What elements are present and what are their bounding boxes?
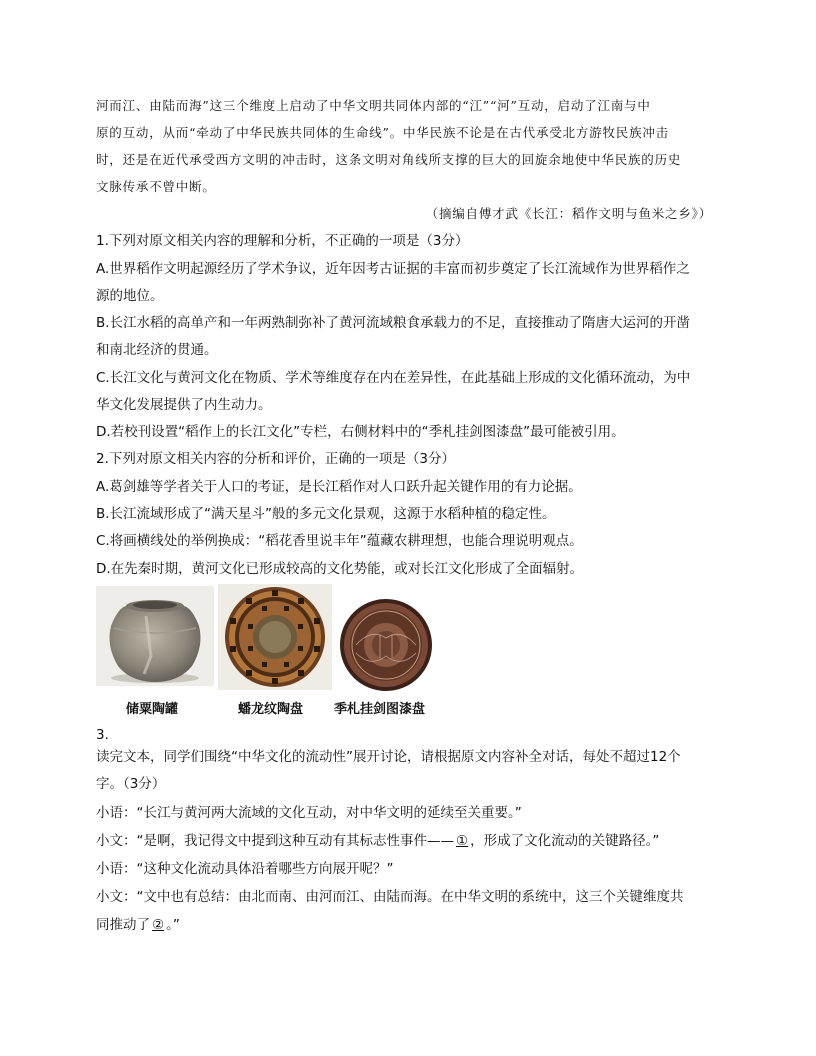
q1-option-a-line-2: 源的地位。 <box>96 288 164 304</box>
q3-number: 3. <box>96 727 109 743</box>
grain-pottery-jar-image <box>96 586 214 686</box>
q3-dialogue-line-5b: 。” <box>166 917 180 933</box>
artifact-figures <box>96 586 456 716</box>
jizha-lacquer-plate-image <box>336 598 436 692</box>
q2-option-a: A.葛剑雄等学者关于人口的考证，是长江稻作对人口跃升起关键作用的有力论据。 <box>96 479 582 495</box>
answer-blank-1[interactable]: ① <box>456 833 469 849</box>
q3-dialogue-line-5 <box>96 912 724 939</box>
q1-option-b-line-1: B.长江水稻的高单产和一年两熟制弥补了黄河流域粮食承载力的不足，直接推动了隋唐大运河的开凿 <box>96 315 691 331</box>
q2-option-b: B.长江流域形成了“满天星斗”般的多元文化景观，这源于水稻种植的稳定性。 <box>96 506 556 522</box>
q3-dialogue-line-3: 小语：“这种文化流动具体沿着哪些方向展开呢？” <box>96 861 394 877</box>
q3-dialogue-line-1: 小语：“长江与黄河两大流域的文化互动，对中华文明的延续至关重要。” <box>96 805 522 821</box>
passage-line-1: 河而江、由陆而海”这三个维度上启动了中华文明共同体内部的“江”“河”互动，启动了江南与中 <box>96 98 651 113</box>
passage-line-3: 时，还是在近代承受西方文明的冲击时，这条文明对角线所支撑的巨大的回旋余地使中华民族的历史 <box>96 152 682 167</box>
coiled-dragon-plate-image <box>218 584 332 690</box>
q3-dialogue-line-4: 小文：“文中也有总结：由北而南、由河而江、由陆而海。在中华文明的系统中，这三个关键维度共 <box>96 889 684 905</box>
q3-dialogue-line-2 <box>96 828 724 855</box>
q1-option-d: D.若校刊设置“稻作上的长江文化”专栏，右侧材料中的“季札挂剑图漆盘”最可能被引用。 <box>96 424 625 440</box>
q3-dialogue-line-2b: ，形成了文化流动的关键路径。” <box>470 833 660 849</box>
q3-dialogue-line-5a: 同推动了 <box>96 917 150 933</box>
figure-caption-lacquer-plate: 季札挂剑图漆盘 <box>334 702 426 717</box>
passage-source: （摘编自傅才武《长江：稻作文明与鱼米之乡》） <box>425 206 712 221</box>
passage-line-4: 文脉传承不曾中断。 <box>96 179 216 194</box>
q2-stem: 2.下列对原文相关内容的分析和评价，正确的一项是（3分） <box>96 451 455 467</box>
figure-caption-grain-jar: 储粟陶罐 <box>126 702 179 717</box>
q3-stem-line-2: 字。（3分） <box>96 776 166 792</box>
passage-line-2: 原的互动，从而“牵动了中华民族共同体的生命线”。中华民族不论是在古代承受北方游牧民族冲击 <box>96 125 669 140</box>
q1-stem: 1.下列对原文相关内容的理解和分析，不正确的一项是（3分） <box>96 233 469 249</box>
q1-option-a-line-1: A.世界稻作文明起源经历了学术争议，近年因考古证据的丰富而初步奠定了长江流域作为世界稻作之 <box>96 261 690 277</box>
q1-option-b-line-2: 和南北经济的贯通。 <box>96 342 218 358</box>
figure-caption-dragon-plate: 蟠龙纹陶盘 <box>238 702 304 717</box>
q3-dialogue-line-2a: 小文：“是啊，我记得文中提到这种互动有其标志性事件—— <box>96 833 454 849</box>
q1-option-c-line-2: 华文化发展提供了内生动力。 <box>96 397 272 413</box>
q1-option-c-line-1: C.长江文化与黄河文化在物质、学术等维度存在内在差异性，在此基础上形成的文化循环流动，为中 <box>96 370 691 386</box>
q2-option-d: D.在先秦时期，黄河文化已形成较高的文化势能，或对长江文化形成了全面辐射。 <box>96 561 584 577</box>
answer-blank-2[interactable]: ② <box>152 917 165 933</box>
q3-stem-line-1: 读完文本，同学们围绕“中华文化的流动性”展开讨论，请根据原文内容补全对话，每处不超过12个 <box>96 749 681 765</box>
q2-option-c: C.将画横线处的举例换成：“稻花香里说丰年”蕴藏农耕理想，也能合理说明观点。 <box>96 533 583 549</box>
